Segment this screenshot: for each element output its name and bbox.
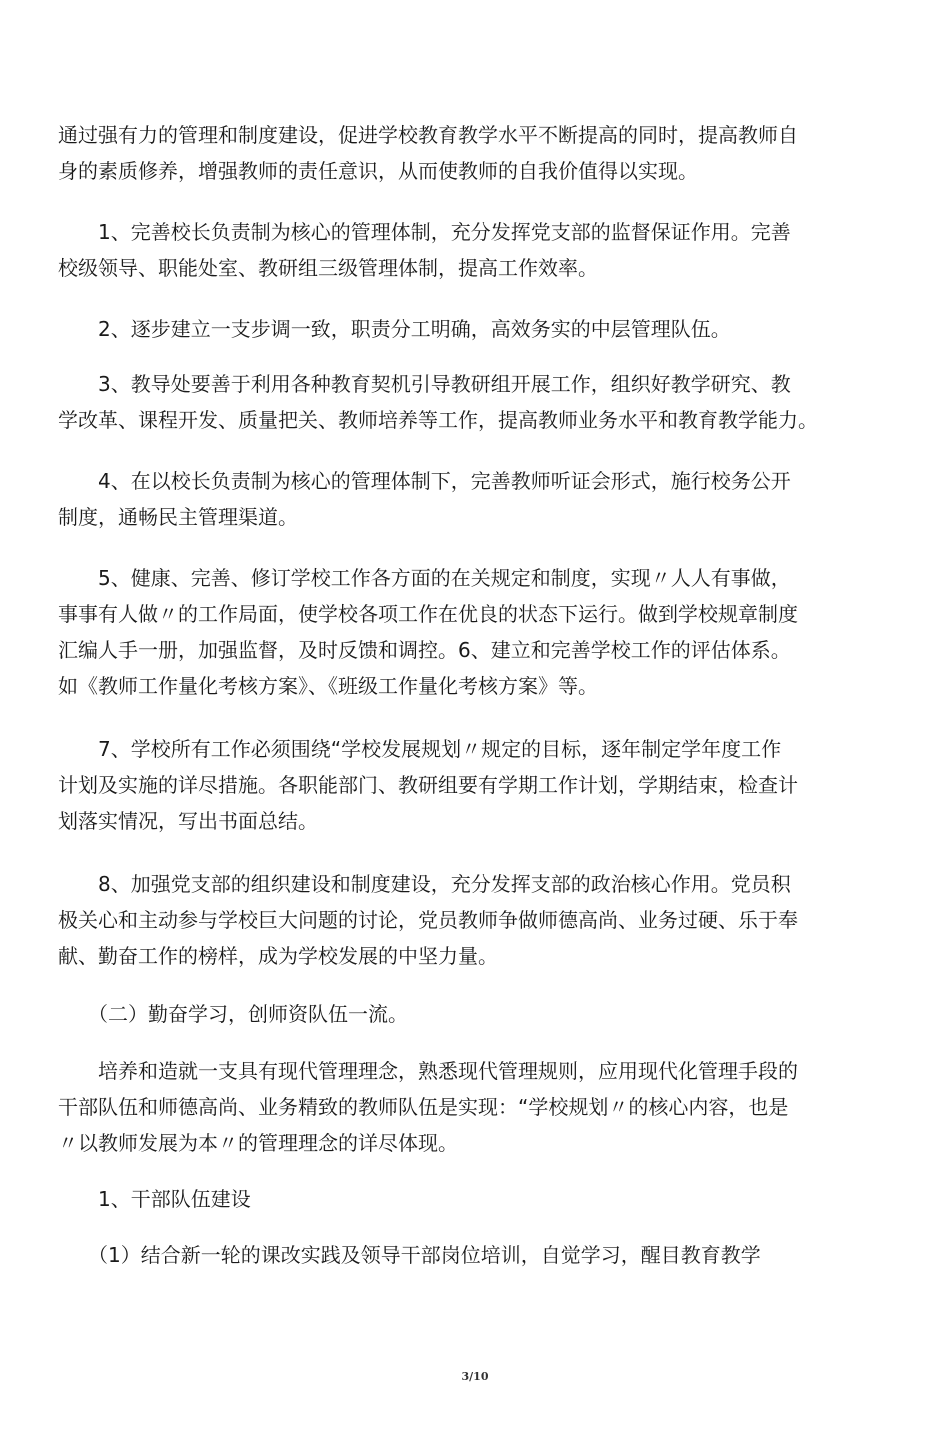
text-line: 身的素质修养，增强教师的责任意识，从而使教师的自我价值得以实现。 bbox=[58, 159, 698, 183]
text-line: 汇编人手一册，加强监督，及时反馈和调控。6、建立和完善学校工作的评估体系。 bbox=[58, 638, 791, 662]
paragraph-7 bbox=[58, 731, 898, 839]
paragraph-2 bbox=[58, 214, 898, 286]
text-line: 通过强有力的管理和制度建设，促进学校教育教学水平不断提高的同时，提高教师自 bbox=[58, 123, 798, 147]
paragraph-5 bbox=[58, 463, 898, 535]
text-line: 如《教师工作量化考核方案》、《班级工作量化考核方案》等。 bbox=[58, 674, 598, 698]
text-line: （1）结合新一轮的课改实践及领导干部岗位培训，自觉学习，醒目教育教学 bbox=[58, 1243, 761, 1267]
text-line: 〃以教师发展为本〃的管理理念的详尽体现。 bbox=[58, 1131, 458, 1155]
text-line: 制度，通畅民主管理渠道。 bbox=[58, 505, 298, 529]
text-line: 5、健康、完善、修订学校工作各方面的在关规定和制度，实现〃人人有事做， bbox=[58, 566, 791, 590]
paragraph-1 bbox=[58, 117, 898, 189]
page-number: 3/10 bbox=[461, 1370, 489, 1383]
text-line: 4、在以校长负责制为核心的管理体制下，完善教师听证会形式，施行校务公开 bbox=[58, 469, 791, 493]
paragraph-9 bbox=[58, 1053, 898, 1161]
text-line: 学改革、课程开发、质量把关、教师培养等工作，提高教师业务水平和教育教学能力。 bbox=[58, 408, 818, 432]
text-line: 1、完善校长负责制为核心的管理体制，充分发挥党支部的监督保证作用。完善 bbox=[58, 220, 791, 244]
text-line: 事事有人做〃的工作局面，使学校各项工作在优良的状态下运行。做到学校规章制度 bbox=[58, 602, 798, 626]
text-line: 8、加强党支部的组织建设和制度建设，充分发挥支部的政治核心作用。党员积 bbox=[58, 872, 791, 896]
text-line: 极关心和主动参与学校巨大问题的讨论，党员教师争做师德高尚、业务过硬、乐于奉 bbox=[58, 908, 798, 932]
text-line: 2、逐步建立一支步调一致，职责分工明确，高效务实的中层管理队伍。 bbox=[58, 317, 731, 341]
text-line: 1、干部队伍建设 bbox=[58, 1187, 251, 1211]
text-line: 划落实情况，写出书面总结。 bbox=[58, 809, 318, 833]
subsection-heading bbox=[58, 1181, 898, 1217]
text-line: 校级领导、职能处室、教研组三级管理体制，提高工作效率。 bbox=[58, 256, 598, 280]
text-line: 培养和造就一支具有现代管理理念，熟悉现代管理规则，应用现代化管理手段的 bbox=[58, 1059, 798, 1083]
text-line: 计划及实施的详尽措施。各职能部门、教研组要有学期工作计划，学期结束，检查计 bbox=[58, 773, 798, 797]
text-line: 7、学校所有工作必须围绕“学校发展规划〃规定的目标，逐年制定学年度工作 bbox=[58, 737, 782, 761]
paragraph-3 bbox=[58, 311, 898, 347]
paragraph-10 bbox=[58, 1237, 898, 1273]
paragraph-6 bbox=[58, 560, 898, 704]
paragraph-8 bbox=[58, 866, 898, 974]
section-heading bbox=[58, 996, 898, 1032]
text-line: （二）勤奋学习，创师资队伍一流。 bbox=[58, 1002, 408, 1026]
text-line: 干部队伍和师德高尚、业务精致的教师队伍是实现：“学校规划〃的核心内容，也是 bbox=[58, 1095, 789, 1119]
text-line: 3、教导处要善于利用各种教育契机引导教研组开展工作，组织好教学研究、教 bbox=[58, 372, 791, 396]
paragraph-4 bbox=[58, 366, 898, 438]
text-line: 献、勤奋工作的榜样，成为学校发展的中坚力量。 bbox=[58, 944, 498, 968]
